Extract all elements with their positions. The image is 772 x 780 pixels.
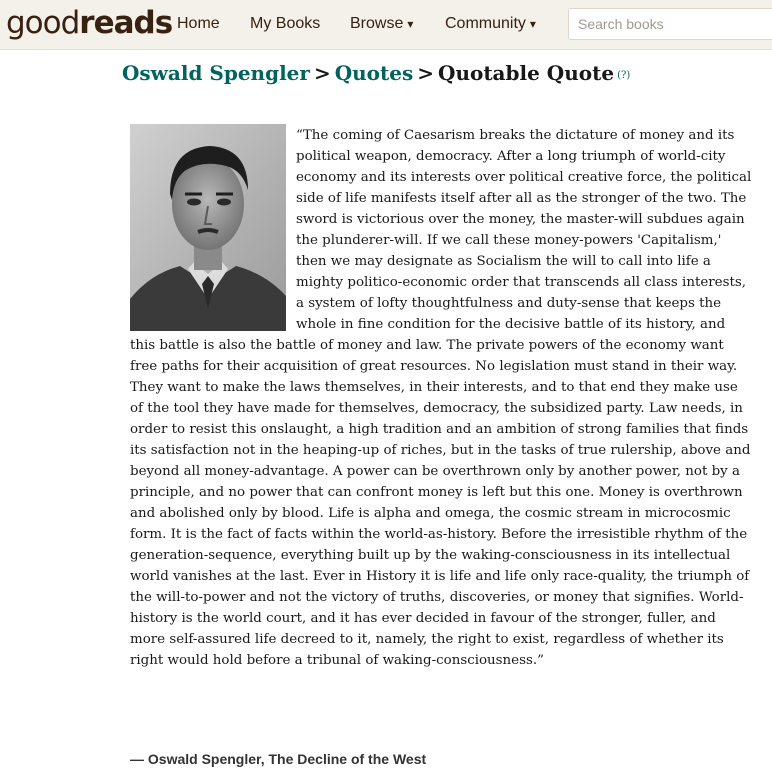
quote-text	[130, 125, 754, 671]
quote-attribution: ― Oswald Spengler, The Decline of the West	[130, 751, 427, 767]
nav-browse[interactable]	[350, 14, 413, 34]
chevron-down-icon: ▾	[529, 17, 536, 31]
nav-community-label: Community	[445, 15, 526, 32]
page-title: Quotable Quote	[438, 61, 615, 85]
nav-home-label: Home	[177, 15, 220, 32]
help-link[interactable]: (?)	[617, 70, 631, 81]
top-navigation-bar	[0, 0, 772, 50]
logo-text-light: good	[6, 5, 80, 41]
quote-body: “The coming of Caesarism breaks the dictature of money and its political weapon, democracy. After a long triumph of world-city economy and its interests over political creative force, the political side of life manifests itself after all as the stronger of the two. The sword is victorious over the money, the master-will subdues again the plunderer-will. If we call these money-powers 'Capitalism,' then we may designate as Socialism the will to call into life a mighty politico-economic order that transcends all class interests, a system of lofty thoughtfulness and duty-sense that keeps the whole in fine condition for the decisive battle of its history, and this battle is also the battle of money and law. The private powers of the economy want free paths for their acquisition of great resources. No legislation must stand in their way. They want to make the laws themselves, in their interests, and to that end they make use of the tool they have made for themselves, democracy, the subsidized party. Law needs, in order to resist this onslaught, a high tradition and an ambition of strong families that finds its satisfaction not in the heaping-up of riches, but in the tasks of true rulership, above and beyond all money-advantage. A power can be overthrown only by another power, not by a principle, and no power that can confront money is left but this one. Money is overthrown and abolished only by blood. Life is alpha and omega, the cosmic stream in microcosmic form. It is the fact of facts within the world-as-history. Before the irresistible rhythm of the generation-sequence, everything built up by the waking-consciousness in its intellectual world vanishes at the last. Ever in History it is life and life only race-quality, the triumph of the will-to-power and not the victory of truths, discoveries, or money that signifies. World-history is the world court, and it has ever decided in favour of the stronger, fuller, and more self-assured life decreed to it, namely, the right to exist, regardless of whether its right would hold before a tribunal of waking-consciousness.”	[130, 128, 752, 668]
breadcrumb-quotes-link[interactable]: Quotes	[334, 61, 414, 85]
goodreads-logo[interactable]	[6, 3, 172, 43]
portrait-spacer	[130, 125, 296, 335]
nav-home[interactable]	[177, 14, 220, 34]
nav-community[interactable]	[445, 14, 536, 34]
breadcrumb	[122, 59, 630, 87]
breadcrumb-separator: >	[313, 61, 331, 85]
breadcrumb-separator: >	[417, 61, 435, 85]
search-input[interactable]	[568, 8, 772, 40]
chevron-down-icon: ▾	[407, 17, 414, 31]
breadcrumb-author-link[interactable]: Oswald Spengler	[122, 61, 310, 85]
nav-browse-label: Browse	[350, 15, 404, 32]
nav-my-books-label: My Books	[250, 15, 321, 32]
nav-my-books[interactable]	[250, 14, 320, 34]
logo-text-bold: reads	[79, 5, 173, 41]
